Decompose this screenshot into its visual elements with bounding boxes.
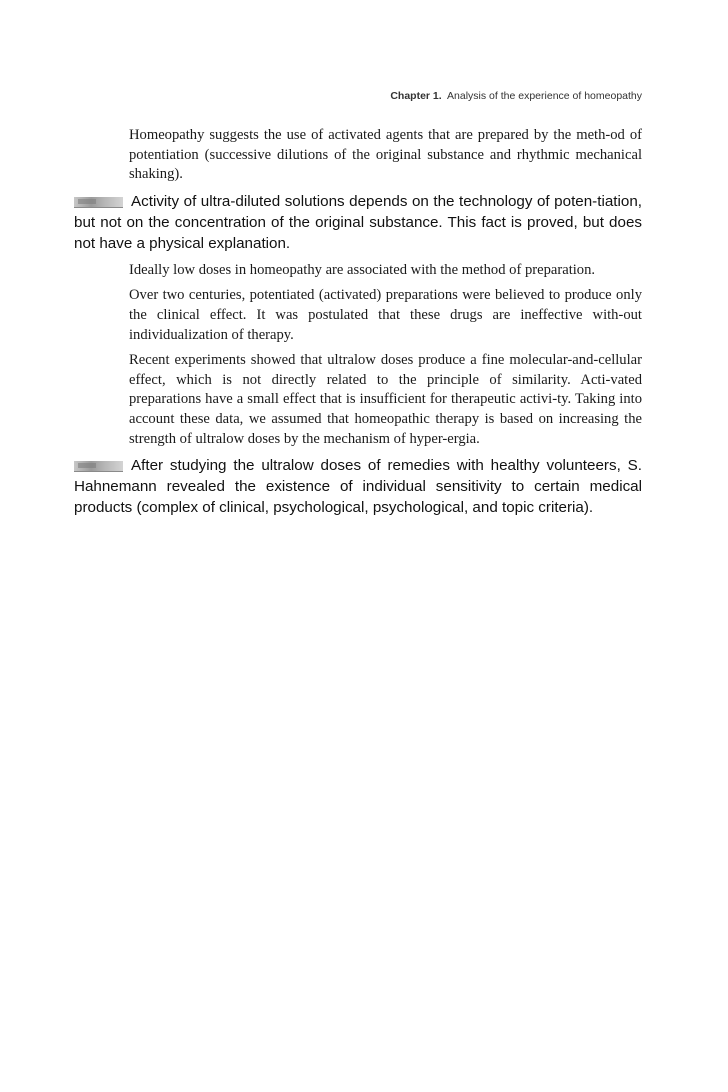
paragraph-two-centuries: Over two centuries, potentiated (activated) preparations were believed to produce only the clinical effect. It was postulated that these drugs are ineffective with-out individualization of therapy.	[129, 287, 642, 343]
key-point-text: After studying the ultralow doses of remedies with healthy volunteers, S. Hahnemann revealed the existence of individual sensitivity to certain medical products (complex of clinical, psychological, psychological, and topic criteria).	[74, 457, 642, 517]
key-point-hahnemann	[74, 455, 642, 518]
key-point-marker-icon	[74, 461, 123, 472]
chapter-label: Chapter 1.	[390, 90, 442, 102]
paragraph-recent-experiments: Recent experiments showed that ultralow doses produce a fine molecular-and-cellular effect, which is not directly related to the principle of similarity. Acti-vated preparations have a small effect that is insufficient for therapeutic activi-ty. Taking into account these data, we assumed that homeopathic therapy is based on increasing the strength of ultralow doses by the mechanism of hyper-ergia.	[129, 352, 642, 447]
chapter-title: Analysis of the experience of homeopathy	[447, 90, 642, 102]
body-text	[74, 126, 642, 525]
running-header	[390, 90, 642, 102]
paragraph-potentiation: Homeopathy suggests the use of activated agents that are prepared by the meth-od of potentiation (successive dilutions of the original substance and rhythmic mechanical shaking).	[129, 127, 642, 183]
key-point-text: Activity of ultra-diluted solutions depends on the technology of poten-tiation, but not on the concentration of the original substance. This fact is proved, but does not have a physical explanation.	[74, 192, 642, 252]
key-point-activity	[74, 191, 642, 254]
paragraph-low-doses: Ideally low doses in homeopathy are associated with the method of preparation.	[129, 261, 596, 278]
key-point-marker-icon	[74, 197, 123, 208]
